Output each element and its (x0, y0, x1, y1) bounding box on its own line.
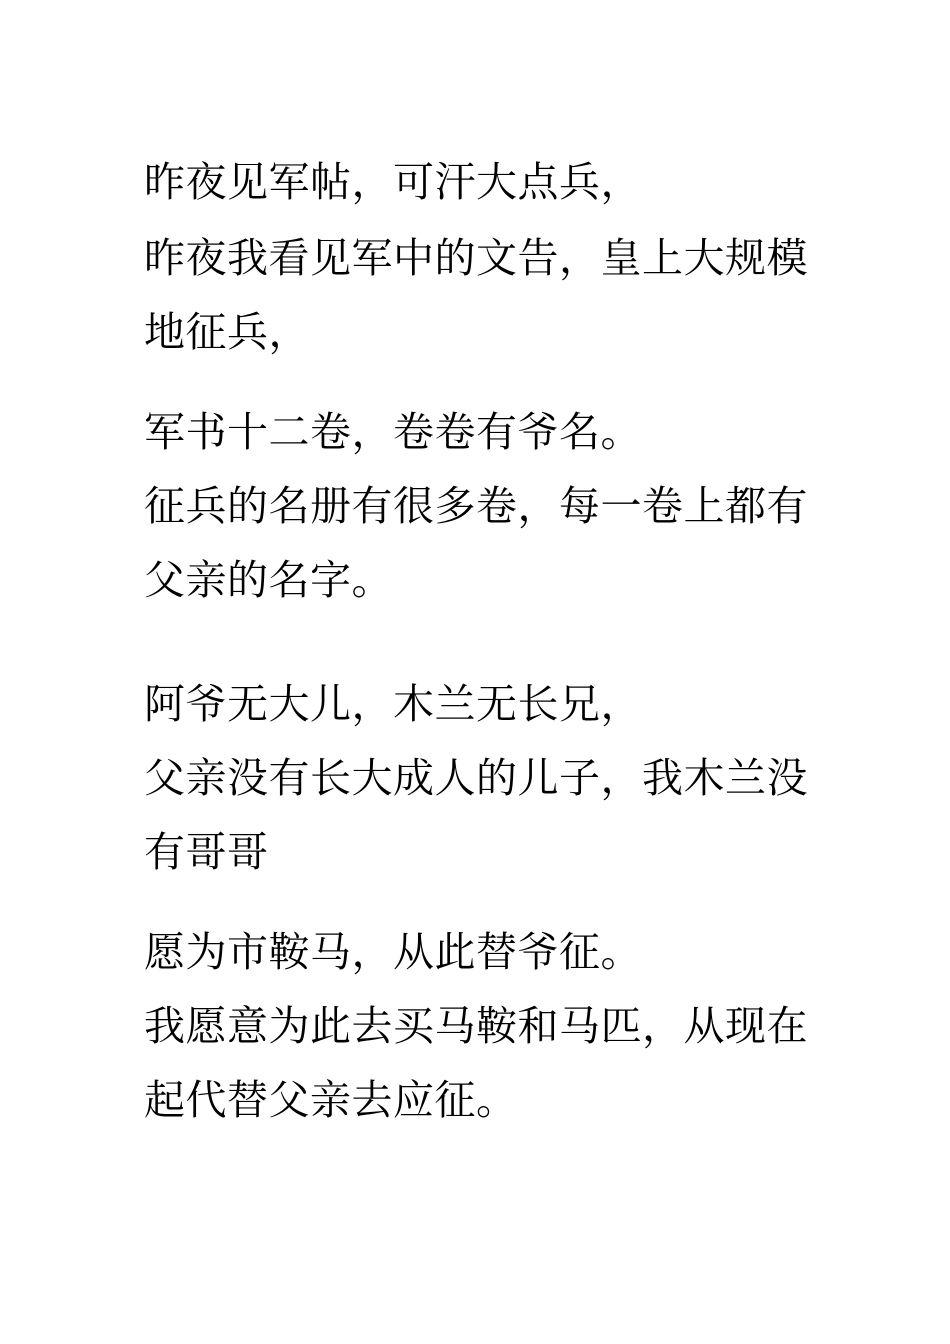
stanza-1-original: 昨夜见军帖，可汗大点兵， (144, 158, 642, 206)
stanza-2-translation-line-2: 父亲的名字。 (144, 556, 393, 604)
stanza-4-original: 愿为市鞍马，从此替爷征。 (144, 928, 642, 976)
stanza-1-translation-line-2: 地征兵， (144, 308, 310, 356)
stanza-3-translation-line-2: 有哥哥 (144, 828, 269, 876)
stanza-4-translation-line-2: 起代替父亲去应征。 (144, 1076, 518, 1124)
stanza-1-translation-line-1: 昨夜我看见军中的文告，皇上大规模 (144, 234, 808, 282)
stanza-3-translation-line-1: 父亲没有长大成人的儿子，我木兰没 (144, 754, 808, 802)
stanza-4-translation-line-1: 我愿意为此去买马鞍和马匹，从现在 (144, 1002, 808, 1050)
stanza-2-original: 军书十二卷，卷卷有爷名。 (144, 408, 642, 456)
stanza-3-original: 阿爷无大儿，木兰无长兄， (144, 680, 642, 728)
stanza-2-translation-line-1: 征兵的名册有很多卷，每一卷上都有 (144, 482, 808, 530)
